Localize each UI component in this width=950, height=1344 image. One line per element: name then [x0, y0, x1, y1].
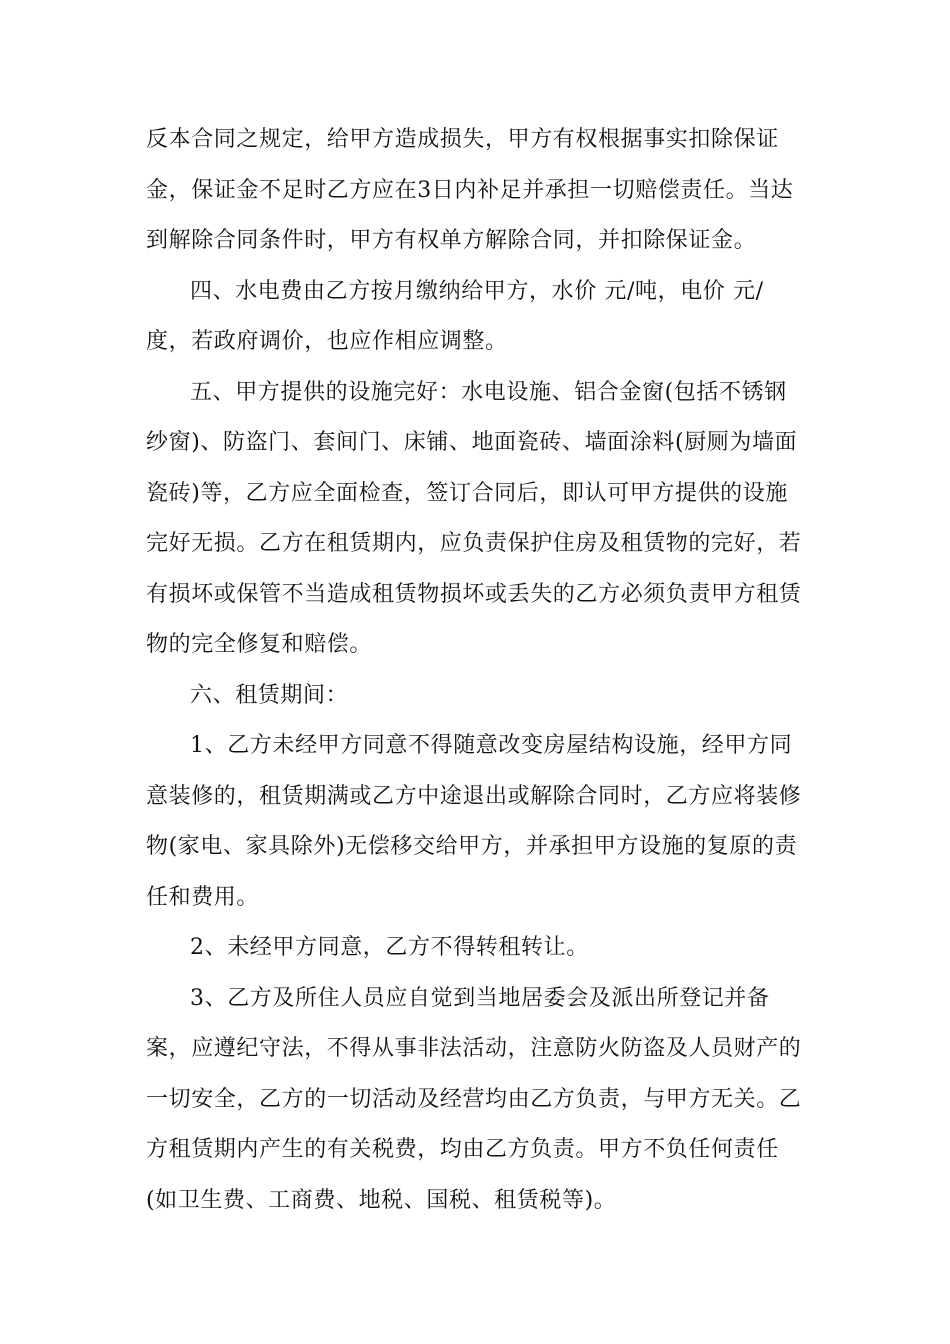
paragraph-utilities: 四、水电费由乙方按月缴纳给甲方，水价 元/吨，电价 元/度，若政府调价，也应作相应调整。 [146, 278, 764, 354]
document-body [146, 115, 806, 1226]
paragraph-item-3: 3、乙方及所住人员应自觉到当地居委会及派出所登记并备案，应遵纪守法，不得从事非法活动，注意防火防盗及人员财产的一切安全，乙方的一切活动及经营均由乙方负责，与甲方无关。乙方租赁期内产生的有关税费，均由乙方负责。甲方不负任何责任(如卫生费、工商费、地税、国税、租赁税等)。 [146, 985, 802, 1213]
paragraph-lease-period-heading: 六、租赁期间： [190, 682, 349, 708]
paragraph-item-2: 2、未经甲方同意，乙方不得转租转让。 [190, 935, 589, 960]
paragraph-breach-clause: 反本合同之规定，给甲方造成损失，甲方有权根据事实扣除保证金，保证金不足时乙方应在3日内补足并承担一切赔偿责任。当达到解除合同条件时，甲方有权单方解除合同，并扣除保证金。 [146, 127, 794, 253]
paragraph-facilities: 五、甲方提供的设施完好：水电设施、铝合金窗(包括不锈钢纱窗)、防盗门、套间门、床铺、地面瓷砖、墙面涂料(厨厕为墙面瓷砖)等，乙方应全面检查，签订合同后，即认可甲方提供的设施完好无损。乙方在租赁期内，应负责保护住房及租赁物的完好，若有损坏或保管不当造成租赁物损坏或丢失的乙方必须负责甲方租赁物的完全修复和赔偿。 [146, 379, 802, 657]
paragraph-item-1: 1、乙方未经甲方同意不得随意改变房屋结构设施，经甲方同意装修的，租赁期满或乙方中途退出或解除合同时，乙方应将装修物(家电、家具除外)无偿移交给甲方，并承担甲方设施的复原的责任和费用。 [146, 733, 802, 910]
